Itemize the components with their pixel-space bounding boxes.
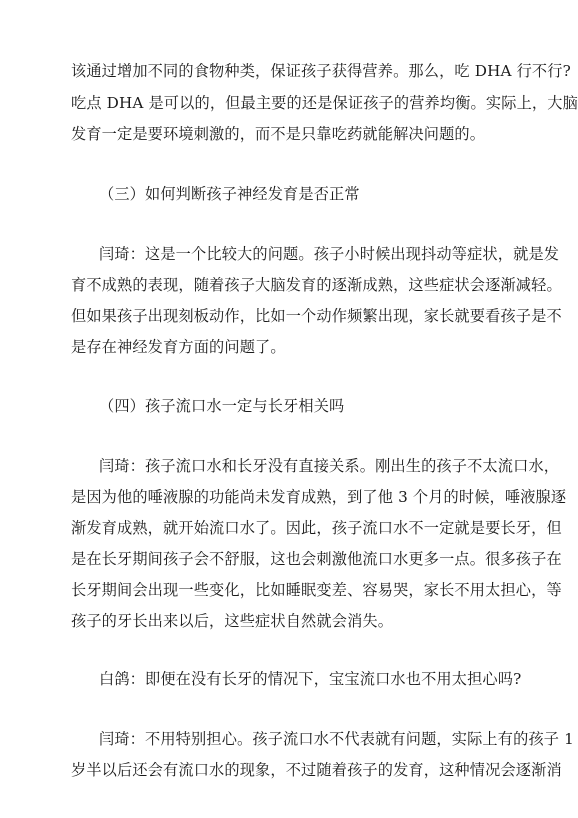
text-line: 岁半以后还会有流口水的现象，不过随着孩子的发育，这种情况会逐渐消 — [71, 761, 562, 779]
text-line: 闫琦：这是一个比较大的问题。孩子小时候出现抖动等症状，就是发 — [99, 245, 560, 263]
text-line: 长牙期间会出现一些变化，比如睡眠变差、容易哭，家长不用太担心，等 — [71, 581, 562, 599]
section-heading: （三）如何判断孩子神经发育是否正常 — [99, 185, 360, 203]
text-line: 育不成熟的表现，随着孩子大脑发育的逐渐成熟，这些症状会逐渐减轻。 — [71, 276, 562, 294]
text-line: 是在长牙期间孩子会不舒服，这也会刺激他流口水更多一点。很多孩子在 — [71, 550, 562, 568]
section-heading: （四）孩子流口水一定与长牙相关吗 — [99, 397, 345, 415]
text-line: 但如果孩子出现刻板动作，比如一个动作频繁出现，家长就要看孩子是不 — [71, 307, 562, 325]
text-line: 闫琦：不用特别担心。孩子流口水不代表就有问题，实际上有的孩子 1 — [99, 730, 574, 748]
text-line: 孩子的牙长出来以后，这些症状自然就会消失。 — [71, 612, 394, 630]
text-line: 发育一定是要环境刺激的，而不是只靠吃药就能解决问题的。 — [71, 125, 486, 143]
text-line: 该通过增加不同的食物种类，保证孩子获得营养。那么，吃 DHA 行不行? — [71, 62, 571, 80]
text-line: 是存在神经发育方面的问题了。 — [71, 338, 286, 356]
text-line: 闫琦：孩子流口水和长牙没有直接关系。刚出生的孩子不太流口水， — [99, 457, 560, 475]
text-line: 是因为他的唾液腺的功能尚未发育成熟，到了他 3 个月的时候，唾液腺逐 — [71, 488, 567, 506]
text-line: 白鸽：即便在没有长牙的情况下，宝宝流口水也不用太担心吗? — [99, 670, 522, 688]
text-line: 吃点 DHA 是可以的，但最主要的还是保证孩子的营养均衡。实际上，大脑 — [71, 94, 578, 112]
text-line: 渐发育成熟，就开始流口水了。因此，孩子流口水不一定就是要长牙，但 — [71, 519, 562, 537]
